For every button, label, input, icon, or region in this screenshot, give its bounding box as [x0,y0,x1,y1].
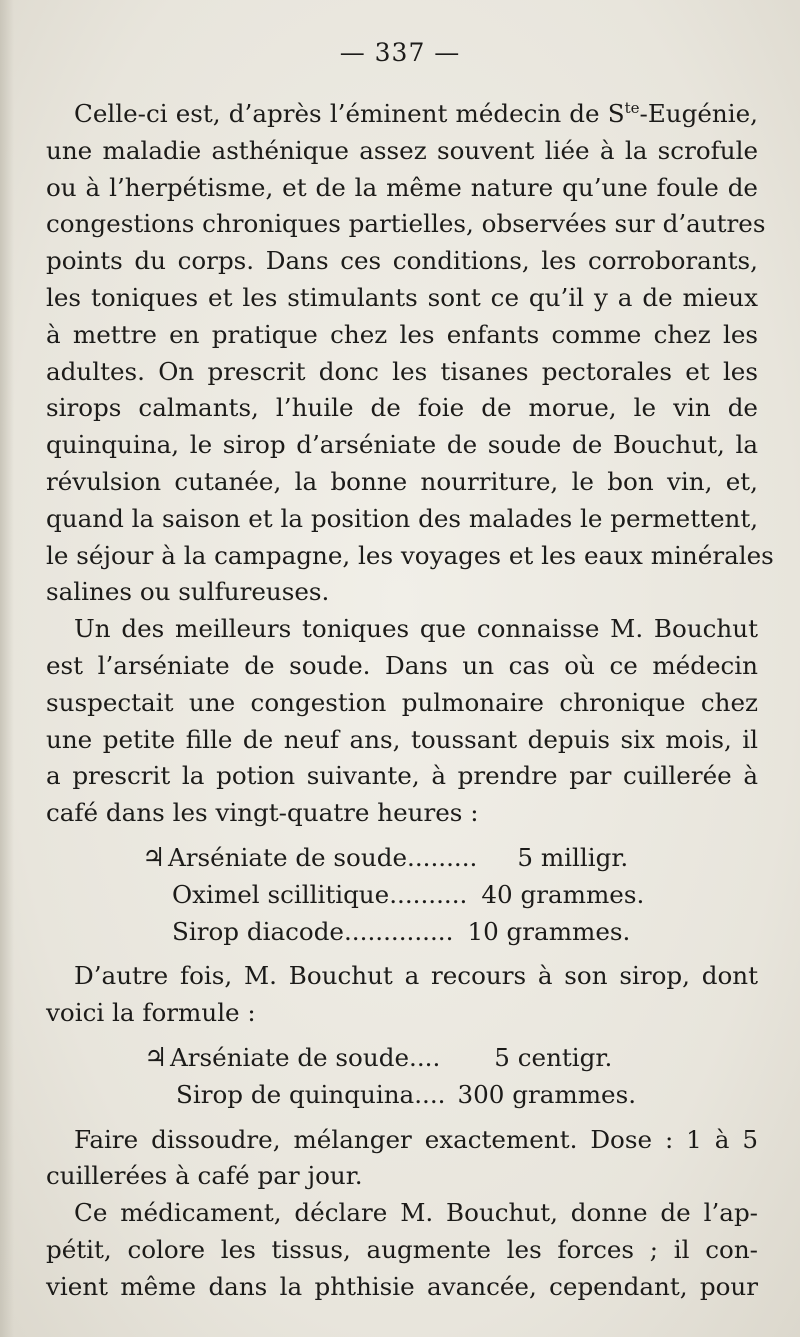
text-line: suspectait une congestion pulmonaire chronique chez [46,687,758,717]
prescription-2 [46,1040,758,1114]
paragraph-1 [46,96,774,611]
prescription-item [46,840,758,877]
text-line: quinquina, le sirop d’arséniate de soude de Bouchut, la [46,430,758,460]
text-line: congestions chroniques partielles, observées sur d’autres [46,209,766,239]
prescription-1 [46,840,758,950]
text-line: Faire dissoudre, mélanger exactement. Dose : 1 à 5 [74,1124,758,1154]
text-line: Un des meilleurs toniques que connaisse M. Bouchut [74,614,758,644]
text-line: Ce médicament, déclare M. Bouchut, donne de l’ap- [74,1198,758,1228]
text-line: le séjour à la campagne, les voyages et les eaux minérales [46,540,774,570]
page-number: — 337 — [339,38,461,67]
text-line: une maladie asthénique assez souvent liée à la scrofule [46,135,758,165]
text-line: pétit, colore les tissus, augmente les forces ; il con- [46,1234,758,1264]
ingredient-quantity: 40 grammes. [481,879,645,909]
ingredient-name: Oximel scillitique.......... [172,879,468,909]
paragraph-4 [46,1122,758,1196]
recipe-symbol-icon: ♃ [142,842,166,873]
text-line: ou à l’herpétisme, et de la même nature qu’une foule de [46,172,758,202]
ingredient-quantity: 300 grammes. [457,1079,637,1109]
text-line: a prescrit la potion suivante, à prendre par cuillerée à [46,761,758,791]
ingredient-name: Sirop diacode.............. [172,916,454,946]
text-line: points du corps. Dans ces conditions, les corroborants, [46,246,758,276]
text-line: quand la saison et la position des malades le permettent, [46,503,759,533]
text-line: les toniques et les stimulants sont ce qu’il y a de mieux [46,282,758,312]
text-line: vient même dans la phthisie avancée, cependant, pour [46,1271,758,1301]
text-line: révulsion cutanée, la bonne nourriture, le bon vin, et, [46,466,758,496]
prescription-item [46,877,758,914]
paragraph-5 [46,1195,758,1305]
ingredient-quantity: 10 grammes. [467,916,631,946]
text-line: Celle-ci est, d’après l’éminent médecin de $S^{te}$-Eugénie, [74,99,758,128]
recipe-symbol-icon: ♃ [144,1042,168,1073]
text-line: sirops calmants, l’huile de foie de morue, le vin de [46,393,758,423]
text-line: salines ou sulfureuses. [46,577,330,607]
text-line: adultes. On prescrit donc les tisanes pectorales et les [46,356,758,386]
text-line: D’autre fois, M. Bouchut a recours à son sirop, dont [74,961,758,991]
prescription-item [46,1040,758,1077]
ingredient-name: Arséniate de soude.... [170,1042,441,1072]
prescription-item [46,1077,758,1114]
ingredient-quantity: 5 centigr. [494,1042,613,1072]
paragraph-3 [46,958,758,1032]
text-line: voici la formule : [46,998,256,1028]
ingredient-name: Arséniate de soude......... [168,842,478,872]
text-line: café dans les vingt-quatre heures : [46,798,479,828]
text-line: est l’arséniate de soude. Dans un cas où ce médecin [46,650,758,680]
ingredient-quantity: 5 milligr. [517,842,629,872]
prescription-item [46,914,758,951]
ingredient-name: Sirop de quinquina.... [176,1079,446,1109]
text-line: une petite fille de neuf ans, toussant depuis six mois, il [46,724,758,754]
page-body [46,96,774,1306]
text-line: à mettre en pratique chez les enfants comme chez les [46,319,758,349]
text-line: cuillerées à café par jour. [46,1161,363,1191]
superscript: te [624,99,640,117]
page-edge-shadow [0,0,14,1337]
paragraph-2 [46,611,758,832]
